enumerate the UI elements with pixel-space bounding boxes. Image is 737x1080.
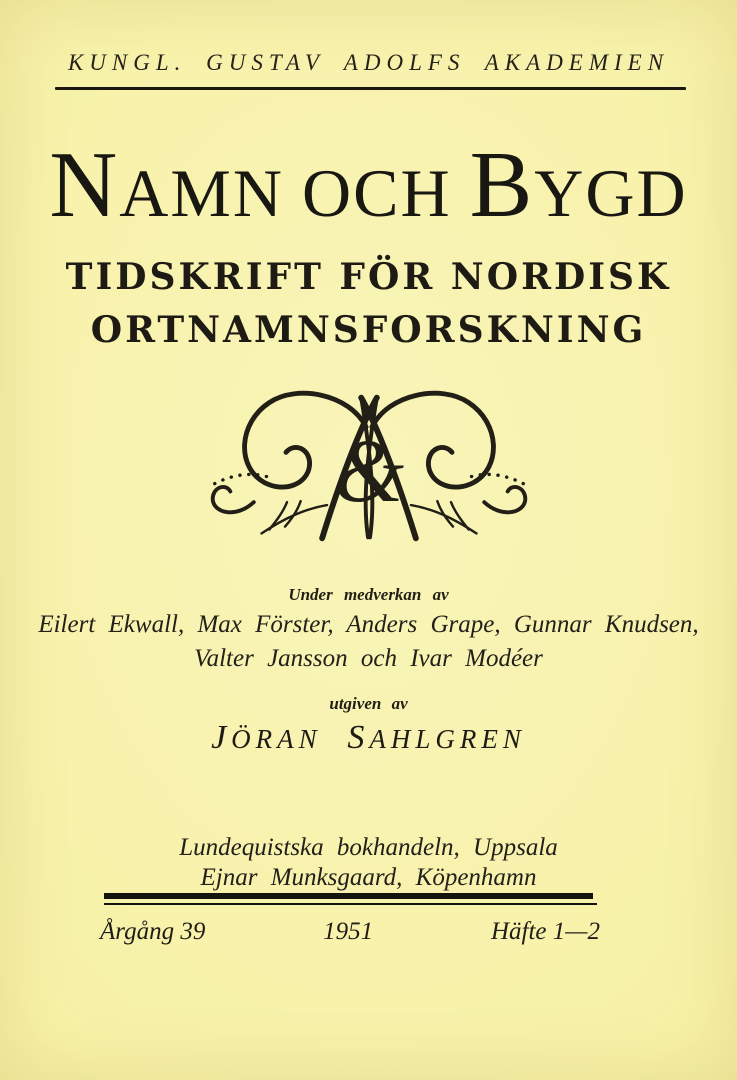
monogram-ampersand: & <box>333 422 404 522</box>
issue-info-row <box>100 918 600 946</box>
title-initial-b: B <box>469 133 535 237</box>
title-rest-ygd: YGD <box>534 155 688 231</box>
editor-rest-oran: ÖRAN <box>231 724 322 754</box>
contributors-line-2: Valter Jansson och Ivar Modéer <box>194 645 543 672</box>
footer-rule-thick <box>104 893 593 899</box>
subtitle-line-1: TIDSKRIFT FÖR NORDISK <box>65 256 672 298</box>
editor-intro: utgiven av <box>329 694 408 713</box>
header-rule <box>55 87 686 90</box>
contributors-line-1: Eilert Ekwall, Max Förster, Anders Grape, Gunnar Knudsen, <box>38 611 699 638</box>
monogram-svg <box>201 384 537 550</box>
footer-rule-thin <box>104 903 597 905</box>
publisher-line-2: Ejnar Munksgaard, Köpenhamn <box>200 864 537 891</box>
editor-initial-s: S <box>347 719 370 756</box>
issue-number: Häfte 1—2 <box>490 918 600 945</box>
journal-title <box>0 133 737 237</box>
issue-year: 1951 <box>323 918 374 945</box>
editor-rest-ahlgren: AHLGREN <box>369 724 526 754</box>
contributors-intro: Under medverkan av <box>288 585 449 604</box>
editor-initial-j: J <box>211 719 232 756</box>
publisher-line-1: Lundequistska bokhandeln, Uppsala <box>179 834 558 861</box>
editor-name <box>0 719 737 757</box>
subtitle-line-2: ORTNAMNSFORSKNING <box>90 309 647 351</box>
issue-volume: Årgång 39 <box>100 918 206 945</box>
title-word-och: OCH <box>301 155 452 231</box>
title-initial-n: N <box>49 133 120 237</box>
title-rest-amn: AMN <box>119 155 284 231</box>
academy-header-text: KUNGL. GUSTAV ADOLFS AKADEMIEN <box>67 50 670 75</box>
nb-monogram-ornament <box>0 384 737 556</box>
